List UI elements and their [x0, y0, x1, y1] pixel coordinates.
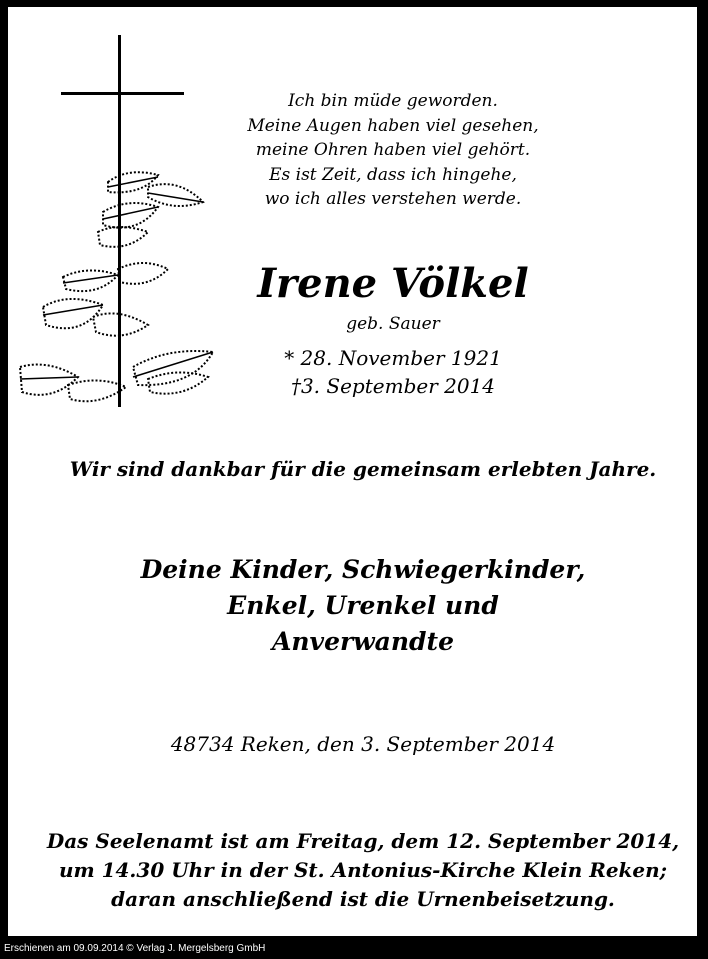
- poem-line: Es ist Zeit, dass ich hingehe,: [269, 164, 517, 185]
- life-dates: [248, 344, 538, 400]
- publisher-footer: Erschienen am 09.09.2014 © Verlag J. Mergelsberg GmbH: [4, 943, 266, 954]
- service-line: um 14.30 Uhr in der St. Antonius-Kirche Klein Reken;: [58, 858, 668, 882]
- cross-with-leaves-icon: [8, 7, 238, 427]
- mourners-line: Anverwandte: [271, 627, 454, 656]
- mourners: [108, 552, 618, 660]
- death-date: †3. September 2014: [290, 374, 496, 398]
- poem-line: meine Ohren haben viel gehört.: [255, 140, 531, 160]
- place-date: 48734 Reken, den 3. September 2014: [170, 732, 556, 756]
- thanks-line: Wir sind dankbar für die gemeinsam erlebten Jahre.: [69, 457, 657, 481]
- poem-line: wo ich alles verstehen werde.: [264, 189, 522, 209]
- service-info: [38, 827, 688, 914]
- poem-line: Ich bin müde geworden.: [288, 91, 498, 111]
- poem-line: Meine Augen haben viel gesehen,: [247, 115, 539, 136]
- service-line: Das Seelenamt ist am Freitag, dem 12. September 2014,: [46, 829, 680, 853]
- obituary-card: [8, 7, 697, 936]
- mourners-line: Deine Kinder, Schwiegerkinder,: [140, 555, 586, 584]
- poem: [233, 89, 553, 212]
- birth-date: * 28. November 1921: [284, 346, 502, 370]
- maiden-name: geb. Sauer: [346, 314, 440, 334]
- service-line: daran anschließend ist die Urnenbeisetzung.: [111, 887, 615, 911]
- mourners-line: Enkel, Urenkel und: [227, 591, 499, 620]
- deceased-name: Irene Völkel: [257, 260, 529, 307]
